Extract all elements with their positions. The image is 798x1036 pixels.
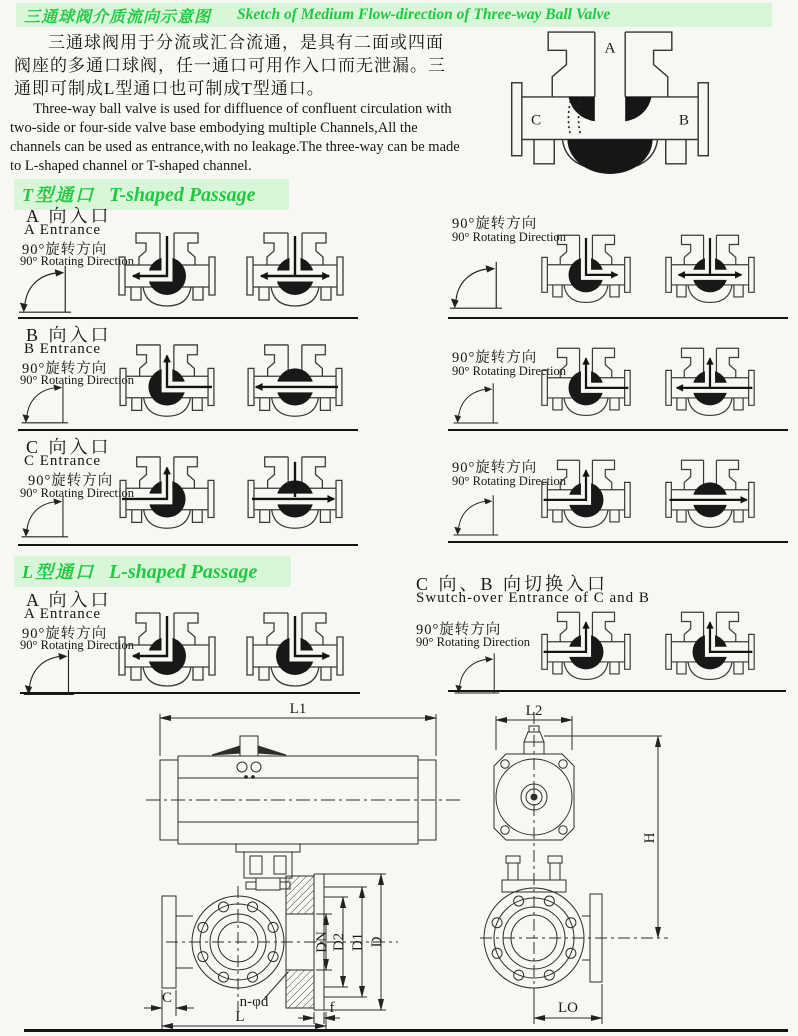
dim-label-nd: n-φd [239,994,269,1010]
rotation-arc-icon [446,380,504,428]
dim-label-c: C [161,990,173,1006]
dim-label-d: D [369,936,385,948]
valve-flow-diagram-la2 [244,610,346,698]
entrance-label-c-en: C Entrance [24,453,102,469]
rotate-label-cn: 90°旋转方向 [452,216,538,232]
page-title [16,3,772,27]
dim-label-h: H [642,832,658,844]
rotate-label-cn: 90°旋转方向 [452,460,538,476]
dimension-drawing-side [472,700,796,1032]
rotate-label-cn: 90°旋转方向 [22,626,108,642]
valve-flow-diagram-b3 [540,344,632,428]
valve-flow-diagram-sw1 [540,608,632,692]
rotate-label-en: 90° Rotating Direction [452,474,567,488]
rotate-label-cn: 90°旋转方向 [22,242,108,258]
page-title-en: Sketch of Medium Flow-direction of Three-way Ball Valve [237,6,611,23]
ball-bottom [567,139,652,173]
rotate-label-en: 90° Rotating Direction [20,373,135,387]
entrance-label-c-cn: C 向入口 [26,437,112,457]
entrance-label-a-en: A Entrance [24,606,102,622]
rotate-label-en: 90° Rotating Direction [20,486,135,500]
rotate-label-en: 90° Rotating Direction [20,254,135,268]
section-heading-t-en: T-shaped Passage [109,184,256,206]
switchover-label-cn: C 向、B 向切换入口 [416,574,609,594]
dim-label-dn: DN [314,931,330,953]
dim-label-lo: LO [558,1000,578,1016]
valve-flow-diagram-a4 [664,231,756,315]
page-bottom-rule [24,1029,788,1032]
overview-valve-diagram [502,26,718,178]
intro-paragraph-en: Three-way ball valve is used for diffluence of confluent circulation with two-side or four-side valve base embodying multiple Channels,All the channels can be used as entrance,with no leakage.The three-way can be made to L-shaped channel or T-shaped channel. [10,101,460,174]
rotate-label-en: 90° Rotating Direction [452,364,567,378]
row-divider [18,429,358,431]
rotate-label-cn: 90°旋转方向 [22,361,108,377]
entrance-label-b-cn: B 向入口 [26,325,112,345]
rotation-arc-icon [446,492,504,540]
valve-flow-diagram-a3 [540,231,632,315]
valve-flow-diagram-b1 [116,342,218,428]
rotate-label-cn: 90°旋转方向 [452,350,538,366]
row-divider [20,692,360,694]
valve-flow-diagram-c4 [664,456,756,540]
rotation-arc-icon [14,262,74,318]
entrance-label-a-en: A Entrance [24,222,102,238]
port-label-a: A [604,39,616,57]
valve-flow-diagram-c2 [244,454,346,540]
valve-flow-diagram-c1 [116,454,218,540]
section-heading-t-cn: T型通口 [22,185,95,205]
entrance-label-b-en: B Entrance [24,341,102,357]
valve-flow-diagram-b2 [244,342,346,428]
rotation-arc-icon [446,258,504,314]
port-label-b: B [678,111,690,129]
dim-label-l: L [235,1009,245,1025]
rotate-label-cn: 90°旋转方向 [28,473,114,489]
row-divider [448,429,788,431]
row-divider [18,317,358,319]
valve-flow-diagram-a1 [116,230,218,318]
dim-label-d2: D2 [331,932,347,952]
rotate-label-en: 90° Rotating Direction [416,635,531,649]
valve-flow-diagram-sw2 [664,608,756,692]
switchover-label-en: Swutch-over Entrance of C and B [416,590,650,606]
row-divider [18,544,358,546]
row-divider [448,541,788,543]
entrance-label-a-cn: A 向入口 [26,206,112,226]
dim-label-l2: L2 [525,703,543,719]
intro-paragraph-cn: 三通球阀用于分流或汇合流通，是具有二面或四面阀座的多通口球阀，任一通口可用作入口而无泄漏。三通即可制成L型通口也可制成T型通口。 [14,33,446,98]
entrance-label-a-cn: A 向入口 [26,590,112,610]
dim-label-f: f [329,1000,335,1016]
valve-flow-diagram-a2 [244,230,346,318]
row-divider [448,317,788,319]
dim-label-l1: L1 [289,701,307,717]
rotation-arc-icon [14,378,74,428]
port-label-c: C [530,111,542,129]
valve-flow-diagram-b4 [664,344,756,428]
page-title-cn: 三通球阀介质流向示意图 [24,8,212,26]
section-heading-l-cn: L型通口 [22,562,95,582]
dimension-drawing-front [136,700,470,1032]
section-heading-l-en: L-shaped Passage [109,561,258,583]
valve-flow-diagram-c3 [540,456,632,540]
dim-label-d1: D1 [350,932,366,952]
rotate-label-cn: 90°旋转方向 [416,622,502,638]
section-heading-l [14,556,291,587]
valve-flow-diagram-la1 [116,610,218,698]
rotate-label-en: 90° Rotating Direction [452,230,567,244]
rotation-arc-icon [14,492,74,542]
row-divider [448,690,786,692]
rotate-label-en: 90° Rotating Direction [20,638,135,652]
